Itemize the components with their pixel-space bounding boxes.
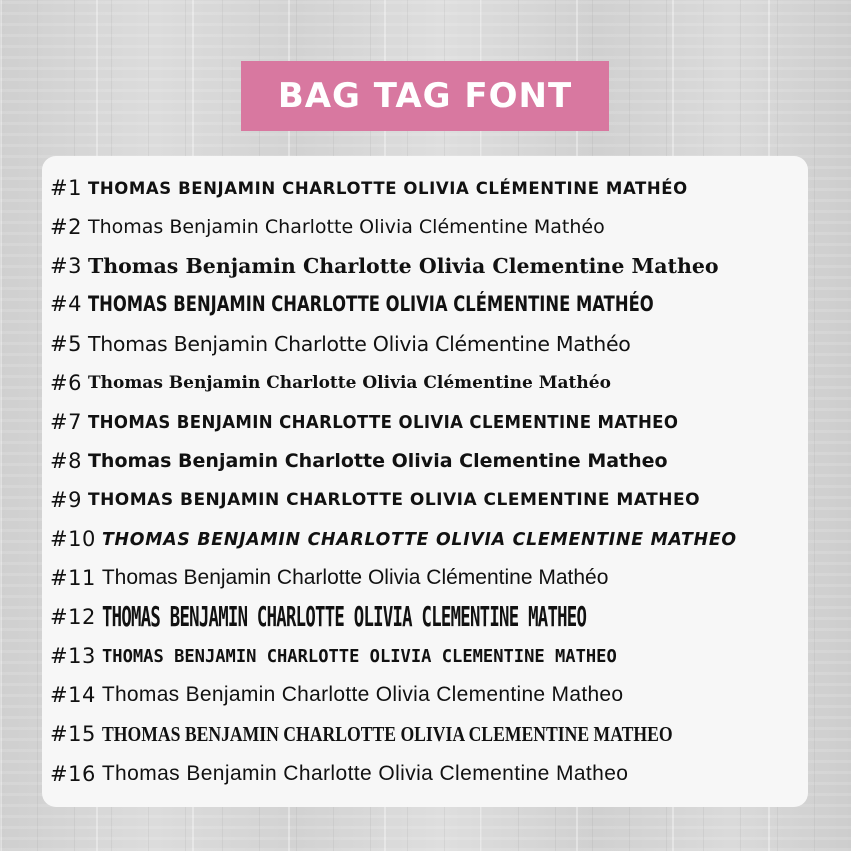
font-number: #2	[50, 215, 82, 239]
font-number: #14	[50, 683, 96, 707]
font-row-8	[50, 443, 802, 479]
font-sample: THOMAS BENJAMIN CHARLOTTE OLIVIA CLEMENTINE MATHEO	[101, 600, 587, 634]
font-row-1	[50, 170, 802, 206]
font-number: #5	[50, 332, 82, 356]
font-sample: THOMAS BENJAMIN CHARLOTTE OLIVIA CLEMENTINE MATHEO	[87, 411, 679, 433]
font-sample: Thomas Benjamin Charlotte Olivia Clementine Matheo	[101, 683, 624, 706]
font-sample: Thomas Benjamin Charlotte Olivia Clementine Matheo	[87, 450, 668, 472]
font-sample: THOMAS BENJAMIN CHARLOTTE OLIVIA CLEMENTINE MATHEO	[101, 645, 617, 667]
font-number: #10	[50, 527, 96, 551]
font-number: #8	[50, 449, 82, 473]
font-sample: Thomas Benjamin Charlotte Olivia Clémentine Mathéo	[101, 566, 609, 589]
font-sample: THOMAS BENJAMIN CHARLOTTE OLIVIA CLÉMENTINE MATHÉO	[87, 292, 654, 316]
font-sample: THOMAS BENJAMIN CHARLOTTE OLIVIA CLEMENTINE MATHEO	[101, 528, 737, 550]
font-row-14	[50, 677, 802, 713]
font-number: #11	[50, 566, 96, 590]
font-number: #9	[50, 488, 82, 512]
font-row-15	[50, 716, 802, 752]
font-sample: Thomas Benjamin Charlotte Olivia Clementine Matheo	[87, 254, 719, 278]
font-row-9	[50, 482, 802, 518]
font-sample: THOMAS BENJAMIN CHARLOTTE OLIVIA CLÉMENTINE MATHÉO	[87, 178, 688, 198]
font-number: #1	[50, 176, 82, 200]
font-number: #15	[50, 722, 96, 746]
font-number: #16	[50, 762, 96, 786]
font-row-3	[50, 248, 802, 284]
font-row-16	[50, 756, 802, 792]
font-number: #12	[50, 605, 96, 629]
font-number: #3	[50, 254, 82, 278]
font-sample: THOMAS BENJAMIN CHARLOTTE OLIVIA CLEMENTINE MATHEO	[101, 721, 673, 746]
font-number: #4	[50, 292, 82, 316]
font-sample: Thomas Benjamin Charlotte Olivia Clementine Matheo	[101, 762, 629, 785]
font-sample: Thomas Benjamin Charlotte Olivia Clémentine Mathéo	[87, 216, 605, 238]
font-sample: Thomas Benjamin Charlotte Olivia Clémentine Mathéo	[87, 332, 631, 356]
font-row-11	[50, 560, 802, 596]
font-row-12	[50, 599, 802, 635]
font-row-4	[50, 286, 802, 322]
font-row-5	[50, 326, 802, 362]
font-sample: THOMAS BENJAMIN CHARLOTTE OLIVIA CLEMENTINE MATHEO	[87, 490, 701, 510]
font-number: #13	[50, 644, 96, 668]
title-banner: BAG TAG FONT	[241, 61, 609, 131]
font-row-6	[50, 365, 802, 401]
font-row-13	[50, 638, 802, 674]
font-number: #6	[50, 371, 82, 395]
font-number: #7	[50, 410, 82, 434]
font-sample: Thomas Benjamin Charlotte Olivia Clémentine Mathéo	[87, 373, 611, 393]
font-row-10	[50, 521, 802, 557]
font-row-2	[50, 209, 802, 245]
font-row-7	[50, 404, 802, 440]
